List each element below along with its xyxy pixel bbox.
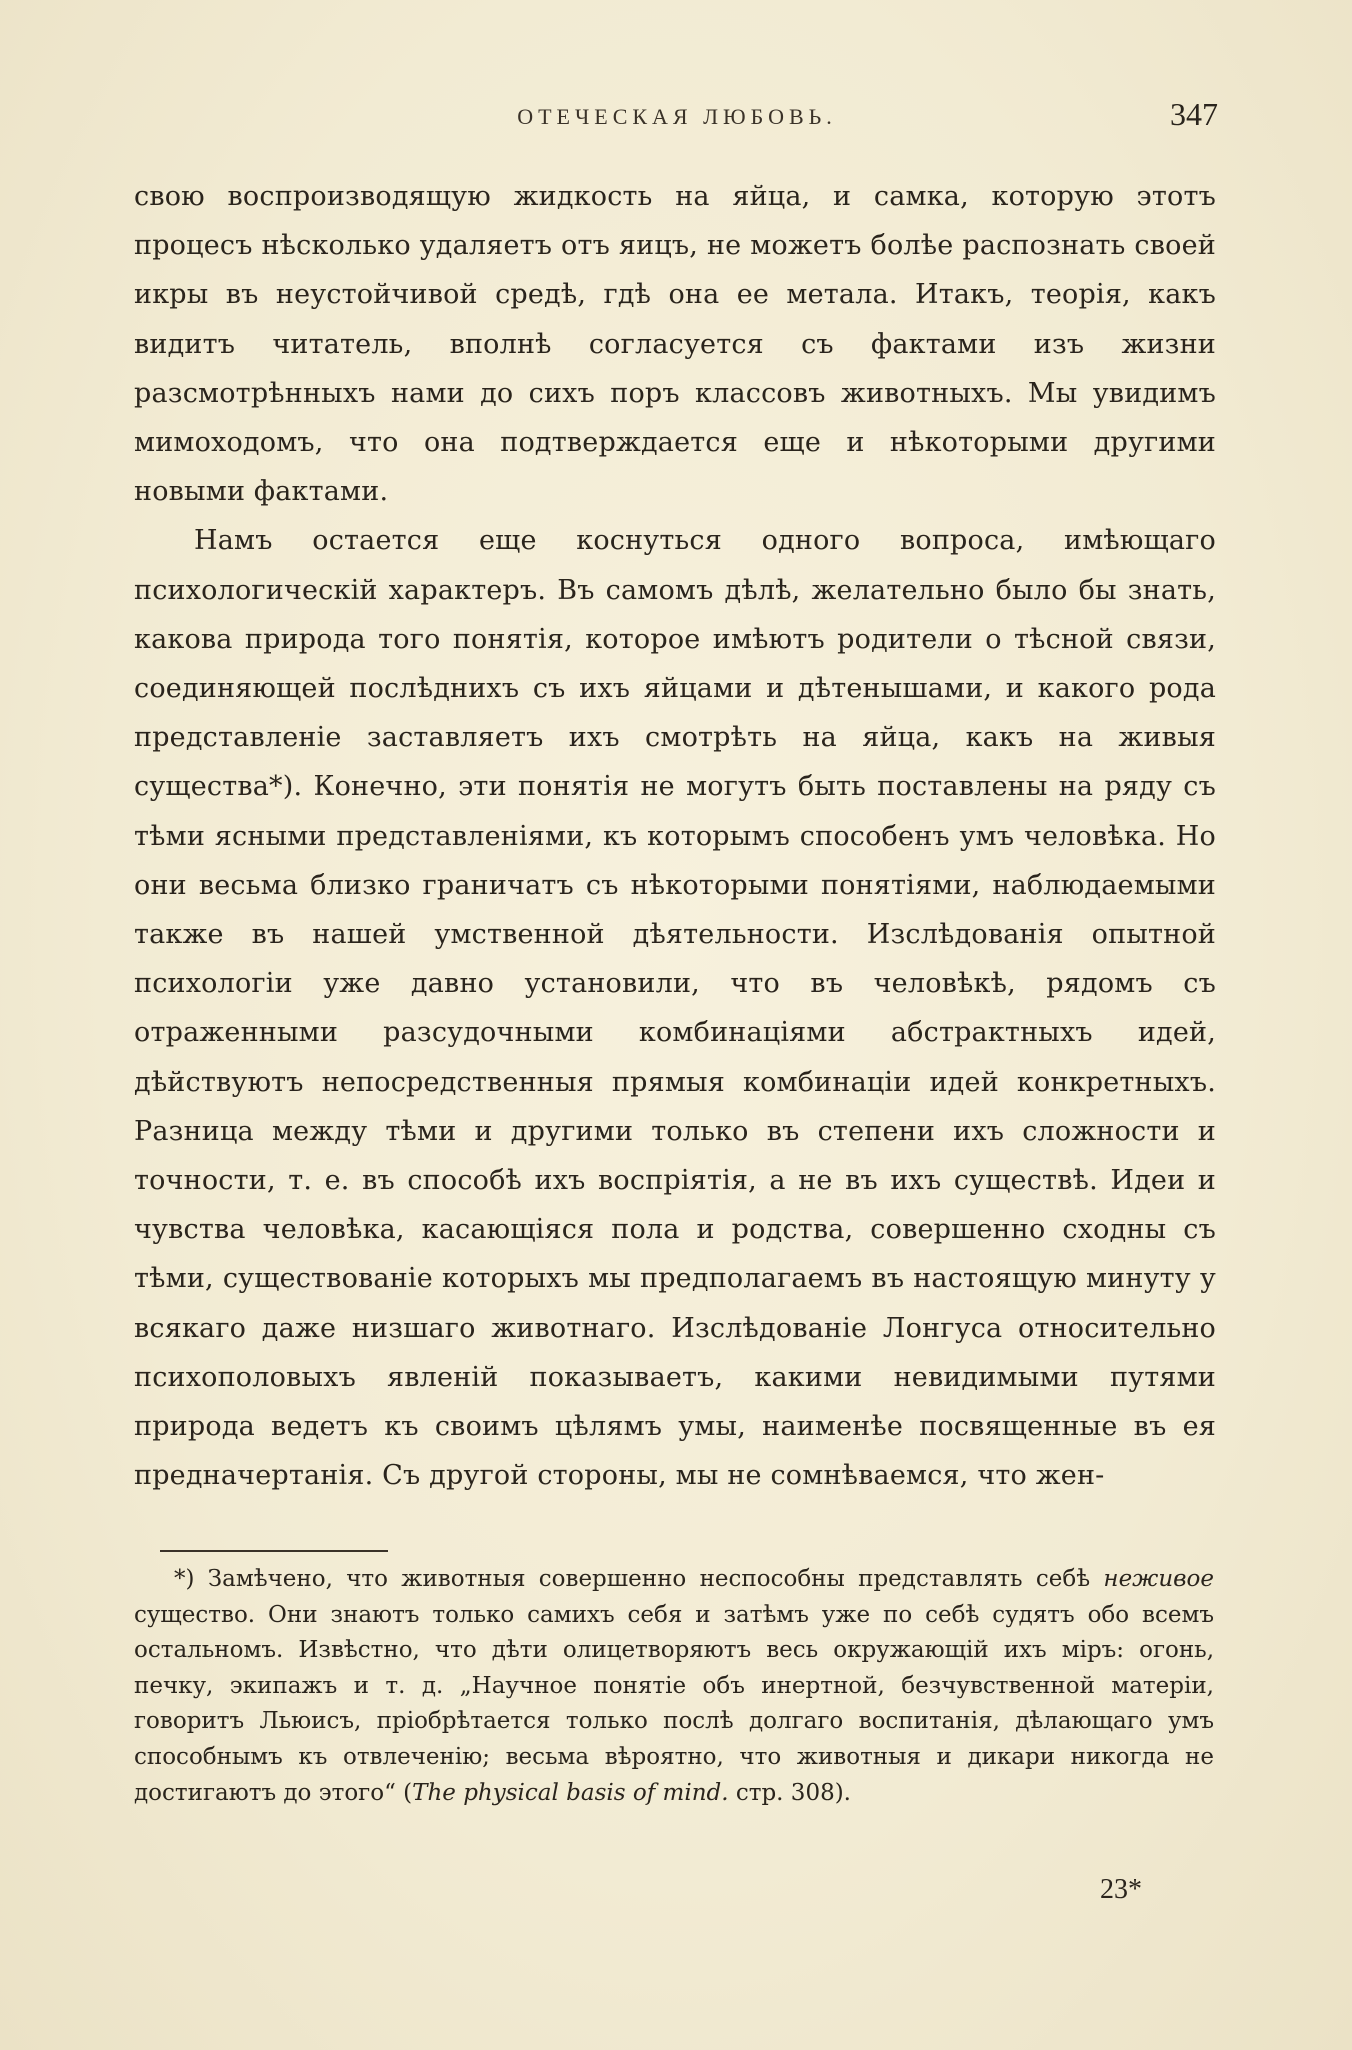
footnote-part-3: стр. 308). bbox=[728, 1779, 851, 1806]
footnote-italic-word: неживое bbox=[1103, 1566, 1214, 1592]
footnote-part-1: *) Замѣчено, что животныя совершенно неспособны представлять себѣ bbox=[174, 1566, 1104, 1592]
footnote bbox=[134, 1562, 1214, 1811]
main-text bbox=[134, 172, 1216, 1500]
footnote-part-2: существо. Они знаютъ только самихъ себя и затѣмъ уже по себѣ судятъ обо всемъ остальномъ. Извѣстно, что дѣти олицетворяютъ весь окружающій ихъ міръ: огонь, печку, экипажъ и т. д. „Научное понятіе объ инертной, безчувственной матеріи, говоритъ Льюисъ, пріобрѣтается только послѣ долгаго воспитанія, дѣлающаго умъ способнымъ къ отвлеченію; весьма вѣроятно, что животныя и дикари никогда не достигаютъ до этого“ ( bbox=[134, 1601, 1214, 1806]
footnote-book-title: The physical basis of mind. bbox=[412, 1779, 729, 1806]
page-number: 347 bbox=[1170, 96, 1218, 132]
paragraph-2: Намъ остается еще коснуться одного вопроса, имѣющаго психологическій характеръ. Въ самомъ дѣлѣ, желательно было бы знать, какова природа того понятія, которое имѣютъ родители о тѣсной связи, соединяющей послѣднихъ съ ихъ яйцами и дѣтенышами, и какого рода представленіе заставляетъ ихъ смотрѣть на яйца, какъ на живыя существа*). Конечно, эти понятія не могутъ быть поставлены на ряду съ тѣми ясными представленіями, къ которымъ способенъ умъ человѣка. Но они весьма близко граничатъ съ нѣкоторыми понятіями, наблюдаемыми также въ нашей умственной дѣятельности. Изслѣдованія опытной психологіи уже давно установили, что въ человѣкѣ, рядомъ съ отраженными разсудочными комбинаціями абстрактныхъ идей, дѣйствуютъ непосредственныя прямыя комбинаціи идей конкретныхъ. Разница между тѣми и другими только въ степени ихъ сложности и точности, т. е. въ способѣ ихъ воспріятія, а не въ ихъ существѣ. Идеи и чувства человѣка, касающіяся пола и родства, совершенно сходны съ тѣми, существованіе которыхъ мы предполагаемъ въ настоящую минуту у всякаго даже низшаго животнаго. Изслѣдованіе Лонгуса относительно психополовыхъ явленій показываетъ, какими невидимыми путями природа ведетъ къ своимъ цѣлямъ умы, наименѣе посвященные въ ея предначертанія. Съ другой стороны, мы не сомнѣваемся, что жен- bbox=[134, 525, 1216, 1492]
running-title: ОТЕЧЕСКАЯ ЛЮБОВЬ. bbox=[517, 104, 837, 129]
signature-mark: 23* bbox=[1100, 1874, 1142, 1905]
footnote-text bbox=[134, 1562, 1214, 1811]
paragraph-1: свою воспроизводящую жидкость на яйца, и самка, которую этотъ процесъ нѣсколько удаляетъ отъ яицъ, не можетъ болѣе распознать своей икры въ неустойчивой средѣ, гдѣ она ее метала. Итакъ, теорія, какъ видитъ читатель, вполнѣ согласуется съ фактами изъ жизни разсмотрѣнныхъ нами до сихъ поръ классовъ животныхъ. Мы увидимъ мимоходомъ, что она подтверждается еще и нѣкоторыми другими новыми фактами. bbox=[134, 181, 1216, 508]
footnote-separator bbox=[160, 1550, 388, 1552]
page-header bbox=[132, 96, 1222, 136]
